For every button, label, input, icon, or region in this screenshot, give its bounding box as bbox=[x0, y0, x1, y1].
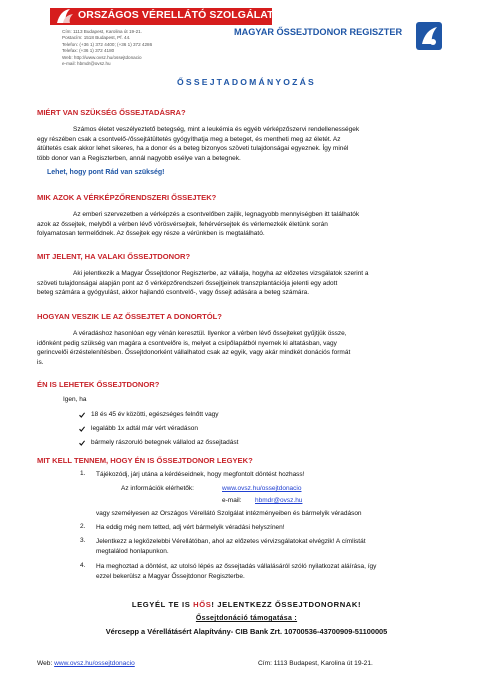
bank-details: Vércsepp a Vérellátásért Alapítvány- CIB Bank Zrt. 10700536-43700909-51100005 bbox=[105, 627, 388, 636]
step-number: 3. bbox=[80, 537, 86, 544]
section-paragraph-stem-cells: Az emberi szervezetben a vérképzés a csontvelőben zajlik, legnagyobb mennyiségben itt találhatók azok az őssejtek, melyből a vérben lévő vörösvérsejtek, fehérvérsejtek és vérlemezkék életünk során folyamatosan termelődnek. Az őssejtek egy része a vérünkben is megtalálható. bbox=[37, 211, 360, 237]
footer-web bbox=[37, 660, 135, 667]
checkmark-bullet-icon bbox=[79, 426, 85, 432]
ovsz-logo-icon bbox=[54, 6, 76, 26]
registry-title: MAGYAR ŐSSEJTDONOR REGISZTER bbox=[234, 27, 403, 37]
section-heading-eligibility: ÉN IS LEHETEK ŐSSEJTDONOR? bbox=[37, 380, 160, 389]
section-heading-collection: HOGYAN VESZIK LE AZ ŐSSEJTET A DONORTÓL? bbox=[37, 312, 222, 321]
list-item: 18 és 45 év közötti, egészséges felnőtt vagy bbox=[91, 411, 219, 418]
section-paragraph-why: Számos életet veszélyeztető betegség, mint a leukémia és egyéb vérképzőszervi rendellenességek egy részében csak a csontvelő-/őssejtátültetés gyógyíthatja meg a beteget, és mentheti meg az életét. Az átültetés csak akkor lehet sikeres, ha a donor és a beteg bizonyos szöveti tulajdonságai egyeznek. Így minél több donor van a Regiszterben, annál nagyobb esélye van a betegnek. bbox=[37, 126, 360, 162]
section-heading-why: MIÉRT VAN SZÜKSÉG ŐSSEJTADÁSRA? bbox=[37, 108, 186, 117]
step-text: Ha eddig még nem tetted, adj vért bármelyik véradási helyszínen! bbox=[96, 524, 285, 531]
org-name: ORSZÁGOS VÉRELLÁTÓ SZOLGÁLAT bbox=[78, 9, 274, 21]
section-heading-stem-cells: MIK AZOK A VÉRKÉPZŐRENDSZERI ŐSSEJTEK? bbox=[37, 193, 217, 202]
checkmark-bullet-icon bbox=[79, 412, 85, 418]
contact-line: e-mail: hbmdr@ovsz.hu bbox=[62, 60, 111, 66]
section-heading-donor-meaning: MIT JELENT, HA VALAKI ŐSSEJTDONOR? bbox=[37, 252, 191, 261]
section-paragraph-donor-meaning: Aki jelentkezik a Magyar Őssejtdonor Regiszterbe, az vállalja, hogyha az előzetes vizsgálatok szerint a szöveti tulajdonságai alapján pont az ő vérképzőrendszeri őssejtjeinek transzplantációja jelenti egy adott beteg számára a gyógyulást, akkor hajlandó csontvelő-, vagy őssejt adására a beteg számára. bbox=[37, 270, 369, 296]
list-item: legalább 1x adtál már vért véradáson bbox=[91, 425, 198, 432]
eligibility-intro: Igen, ha bbox=[63, 396, 87, 403]
contact-line: Cím: 1113 Budapest, Karolina út 19-21. bbox=[62, 29, 143, 34]
step-number: 1. bbox=[80, 470, 86, 477]
contact-block bbox=[62, 29, 152, 67]
support-title: Őssejtdonáció támogatása : bbox=[195, 615, 298, 622]
contact-line: Telefon: (+36 1) 372 4400; (+36 1) 372 4286 bbox=[62, 41, 153, 47]
list-item: bármely rászoruló betegnek vállalod az őssejtadást bbox=[91, 439, 239, 446]
section-heading-how-to: MIT KELL TENNEM, HOGY ÉN IS ŐSSEJTDONOR LEGYEK? bbox=[37, 456, 253, 465]
document-title: ŐSSEJTADOMÁNYOZÁS bbox=[177, 77, 316, 87]
step-text: ezzel bekerülsz a Magyar Őssejtdonor Regiszterbe. bbox=[96, 573, 245, 580]
email-label: e-mail: bbox=[222, 497, 242, 504]
footer-address: Cím: 1113 Budapest, Karolina út 19-21. bbox=[258, 660, 373, 667]
footer-web-link[interactable]: www.ovsz.hu/ossejtdonacio bbox=[54, 660, 135, 667]
info-web-link[interactable]: www.ovsz.hu/ossejtdonacio bbox=[222, 485, 302, 492]
step-number: 4. bbox=[80, 562, 86, 569]
slogan: LEGYÉL TE IS HŐS! JELENTKEZZ ŐSSEJTDONORNAK! bbox=[131, 600, 362, 609]
step-number: 2. bbox=[80, 523, 86, 530]
contact-line: Postacím: 1518 Budapest, Pf. 44. bbox=[62, 35, 131, 41]
step-text: Jelentkezz a legközelebbi Vérellátóban, ahol az előzetes vérvizsgálatokat elvégzik! A címlistát bbox=[96, 538, 366, 545]
info-label: Az információk elérhetők: bbox=[121, 485, 194, 492]
email-link[interactable]: hbmdr@ovsz.hu bbox=[255, 497, 303, 504]
step-text: megtalálod honlapunkon. bbox=[96, 548, 169, 555]
checkmark-bullet-icon bbox=[79, 440, 85, 446]
contact-line: Telefax: (+36 1) 372 4180 bbox=[62, 48, 115, 54]
footer-web-label: Web: bbox=[37, 660, 53, 667]
step-text: Tájékozódj, járj utána a kérdéseidnek, hogy megfontolt döntést hozhass! bbox=[96, 471, 305, 478]
slogan-highlight: HŐS bbox=[193, 600, 212, 609]
step-text: Ha meghoztad a döntést, az utolsó lépés az őssejtadás vállalásáról szóló nyilatkozat aláírása, így bbox=[96, 563, 377, 570]
in-person-text: vagy személyesen az Országos Vérellátó Szolgálat intézményeiben és bármelyik véradáson bbox=[96, 510, 362, 517]
callout-text: Lehet, hogy pont Rád van szükség! bbox=[47, 169, 165, 176]
registry-bird-logo-icon bbox=[416, 22, 442, 50]
section-paragraph-collection: A véradáshoz hasonlóan egy vénán keresztül. Ilyenkor a vérben lévő őssejteket gyűjtjük össze, időnként pedig szükség van magára a csontvelőre is, melyet a csípőlapátból nyernek ki altatásban, vagy gerincvelői érzéstelenítésben. Őssejtdonorként vállalhatod csak az egyik, vagy akár mindkét donációs formát is. bbox=[37, 330, 351, 366]
contact-line: Web: http://www.ovsz.hu/ossejtdonacio bbox=[62, 54, 142, 60]
